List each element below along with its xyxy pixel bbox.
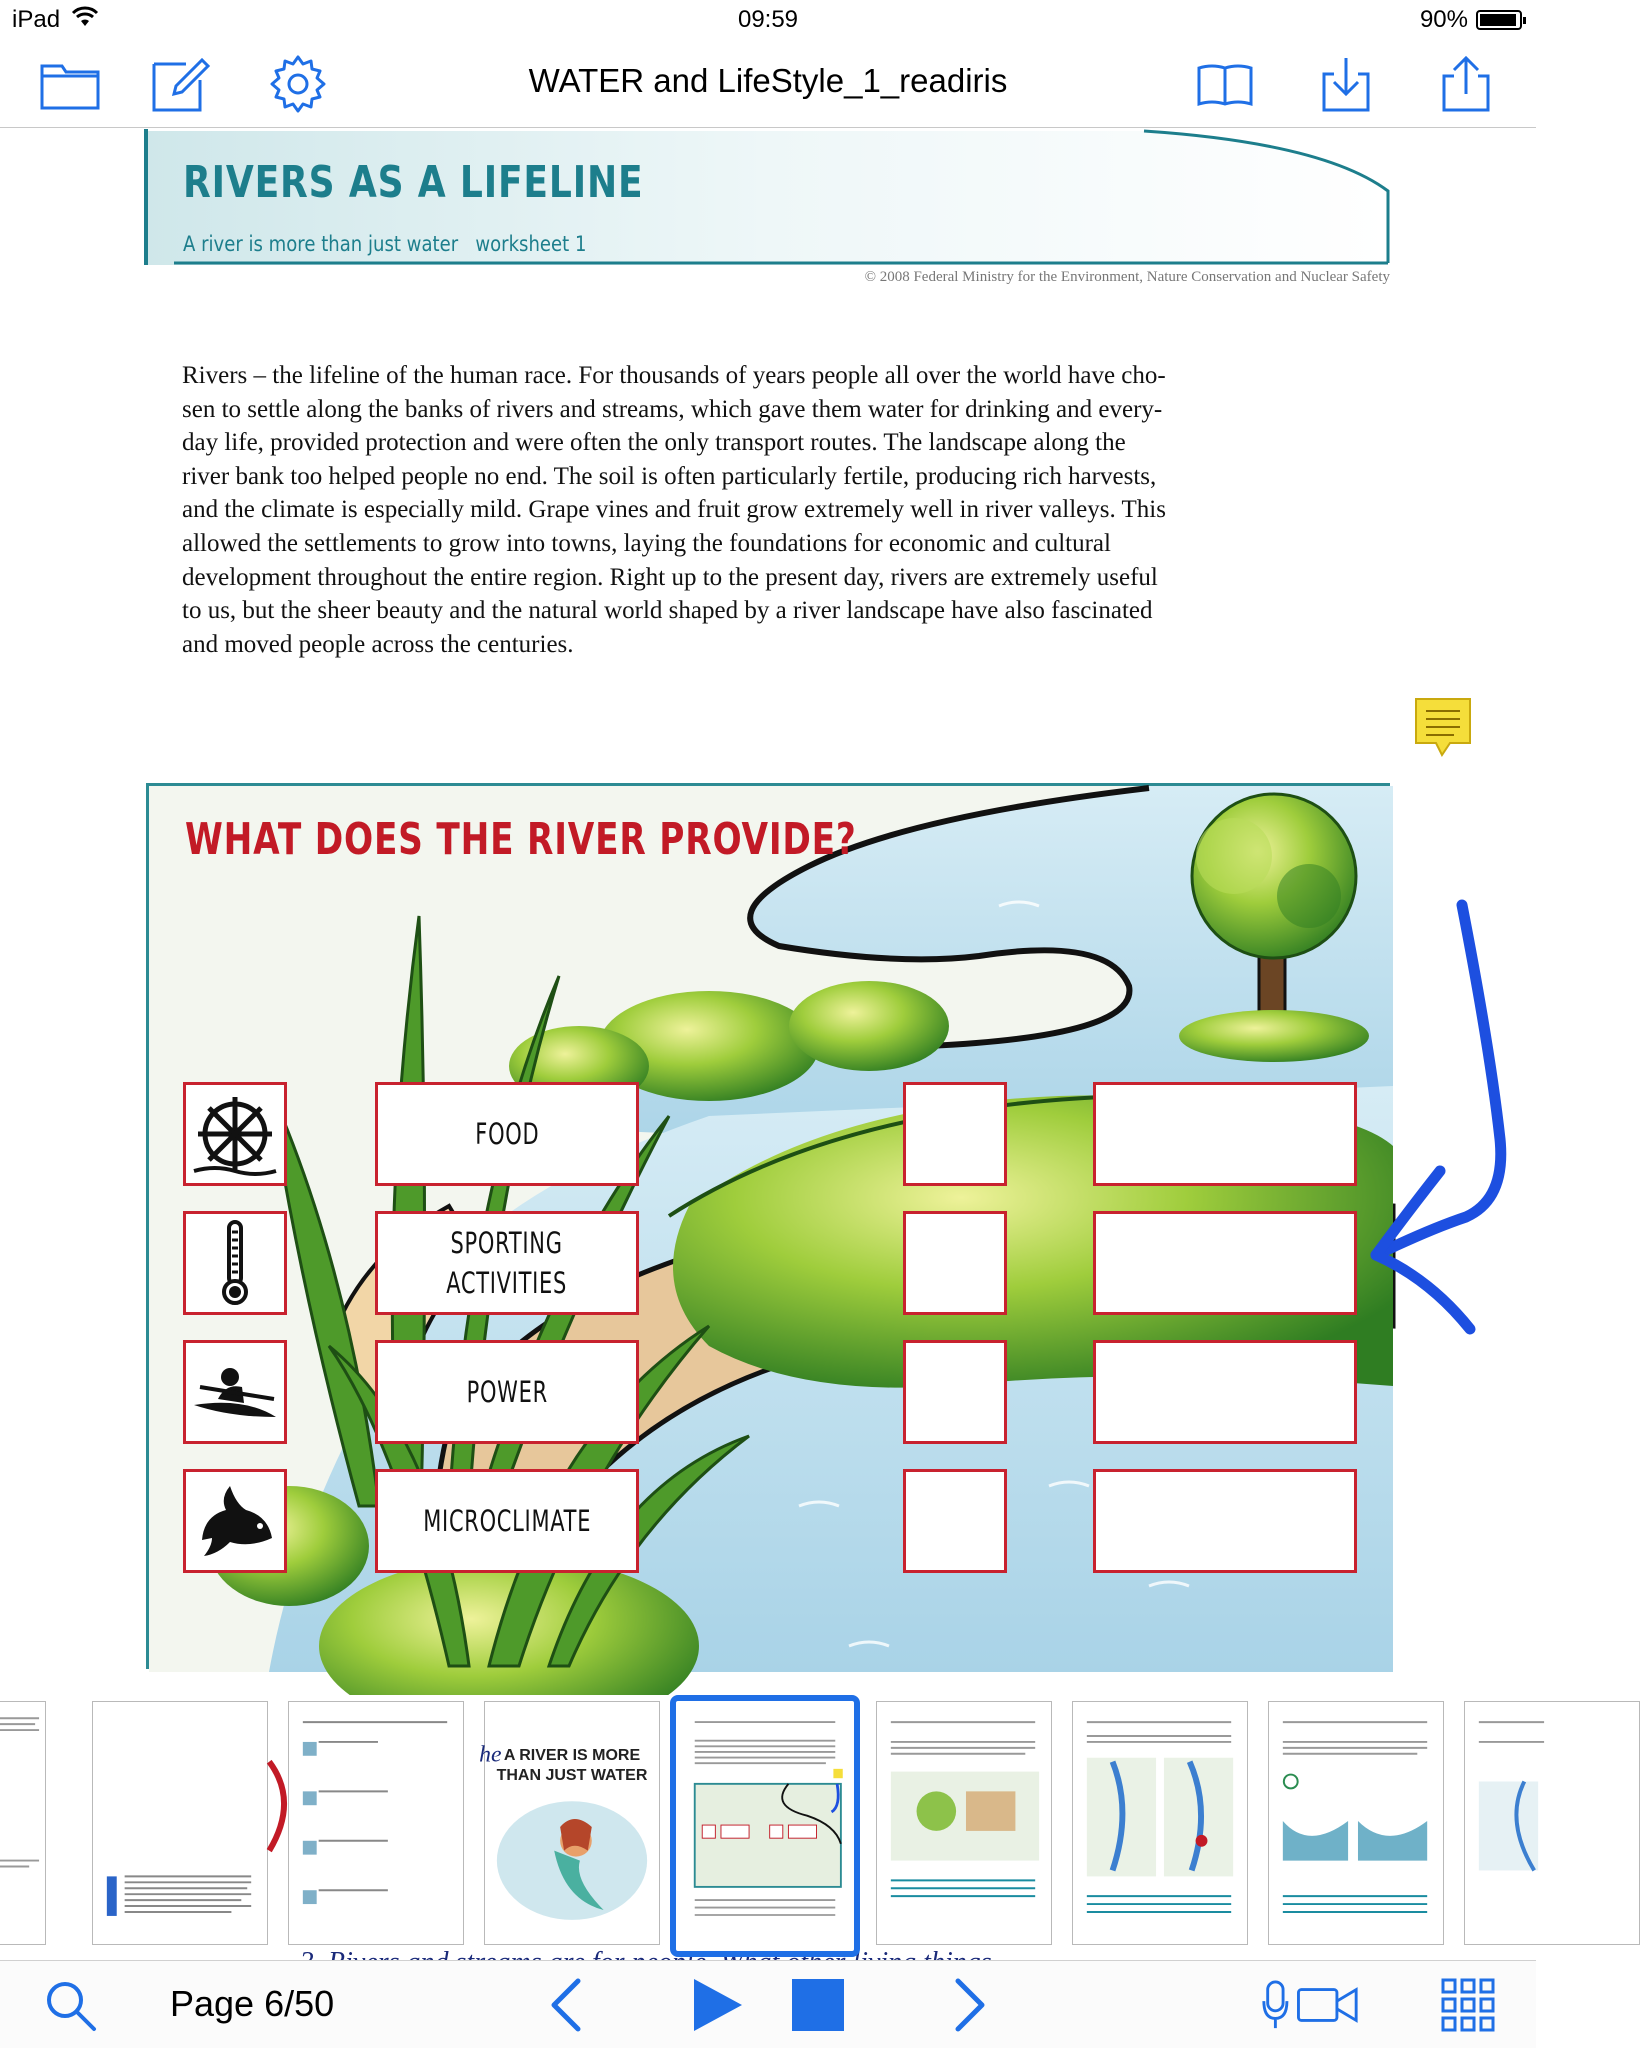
page-subtitle: A river is more than just water worksheet 1 — [183, 232, 587, 256]
page-thumbnail[interactable] — [288, 1701, 464, 1945]
document-page[interactable] — [0, 129, 1536, 1695]
thumbnail-strip[interactable] — [0, 1695, 1536, 1960]
answer-box-small[interactable] — [903, 1469, 1007, 1573]
worksheet-illustration — [146, 783, 1390, 1669]
label-box-microclimate: MICROCLIMATE — [375, 1469, 639, 1573]
answer-box-small[interactable] — [903, 1082, 1007, 1186]
page-thumbnail[interactable] — [876, 1701, 1052, 1945]
answer-box-wide[interactable] — [1093, 1469, 1357, 1573]
body-line: development throughout the entire region. Right up to the present day, rivers are extremely useful — [182, 563, 1158, 591]
top-toolbar — [0, 40, 1536, 128]
fish-icon — [183, 1469, 287, 1573]
annotation-arrow[interactable] — [1370, 899, 1520, 1339]
bottom-toolbar — [0, 1960, 1536, 2048]
kayak-icon — [183, 1340, 287, 1444]
body-line: to us, but the sheer beauty and the natural world shaped by a river landscape have also fascinated — [182, 597, 1153, 625]
download-icon[interactable] — [1314, 52, 1378, 116]
audio-video-record-icon[interactable] — [1258, 1975, 1362, 2035]
label-box-sporting-activities: SPORTING ACTIVITIES — [375, 1211, 639, 1315]
search-icon[interactable] — [40, 1975, 100, 2035]
page-title: RIVERS AS A LIFELINE — [183, 157, 644, 208]
svg-text:he: he — [479, 1741, 502, 1768]
body-line: and moved people across the centuries. — [182, 630, 574, 658]
next-page-icon[interactable] — [938, 1975, 998, 2035]
answer-box-wide[interactable] — [1093, 1082, 1357, 1186]
page-thumbnail-active[interactable] — [670, 1695, 860, 1957]
page-thumbnail[interactable] — [1268, 1701, 1444, 1945]
device-name: iPad — [12, 6, 61, 33]
previous-page-icon[interactable] — [538, 1975, 598, 2035]
page-thumbnail[interactable] — [479, 1701, 660, 1945]
body-line: and the climate is especially mild. Grape vines and fruit grow extremely well in river valleys. This — [182, 496, 1166, 524]
page-thumbnail[interactable] — [92, 1701, 268, 1945]
page-thumbnail[interactable] — [1464, 1701, 1640, 1945]
body-paragraph — [182, 359, 1354, 661]
answer-box-small[interactable] — [903, 1211, 1007, 1315]
answer-box-small[interactable] — [903, 1340, 1007, 1444]
body-line: sen to settle along the banks of rivers and streams, which gave them water for drinking and every- — [182, 395, 1163, 423]
book-icon[interactable] — [1193, 52, 1257, 116]
label-box-food: FOOD — [375, 1082, 639, 1186]
page-thumbnail[interactable] — [1072, 1701, 1248, 1945]
folder-icon[interactable] — [38, 52, 102, 116]
body-line: Rivers – the lifeline of the human race. For thousands of years people all over the world have cho- — [182, 362, 1166, 389]
status-time: 09:59 — [737, 6, 799, 33]
water-wheel-icon — [183, 1082, 287, 1186]
grid-view-icon[interactable] — [1438, 1975, 1498, 2035]
body-line: river bank too helped people no end. The soil is often particularly fertile, producing rich harvests, — [182, 462, 1157, 490]
pencil-edit-icon[interactable] — [148, 52, 212, 116]
label-box-power: POWER — [375, 1340, 639, 1444]
status-bar — [0, 0, 1536, 40]
copyright-notice: © 2008 Federal Ministry for the Environment, Nature Conservation and Nuclear Safety — [864, 269, 1390, 285]
thermometer-icon — [183, 1211, 287, 1315]
answer-box-wide[interactable] — [1093, 1211, 1357, 1315]
body-line: day life, provided protection and were often the only transport routes. The landscape along the — [182, 429, 1126, 457]
document-title: WATER and LifeStyle_1_readiris — [528, 62, 1008, 99]
page-thumbnail[interactable] — [0, 1701, 46, 1945]
battery-icon — [1476, 10, 1522, 30]
share-icon[interactable] — [1434, 52, 1498, 116]
answer-box-wide[interactable] — [1093, 1340, 1357, 1444]
thumbnail-caption: A RIVER IS MORE THAN JUST WATER — [496, 1747, 648, 1784]
body-line: allowed the settlements to grow into towns, laying the foundations for economic and cultural — [182, 529, 1111, 557]
page-indicator: Page 6/50 — [170, 1983, 335, 2024]
play-icon[interactable] — [686, 1975, 746, 2035]
sticky-note-icon[interactable] — [1414, 697, 1472, 759]
worksheet-heading: WHAT DOES THE RIVER PROVIDE? — [185, 814, 857, 865]
battery-percent: 90% — [1419, 6, 1468, 33]
stop-icon[interactable] — [788, 1975, 848, 2035]
